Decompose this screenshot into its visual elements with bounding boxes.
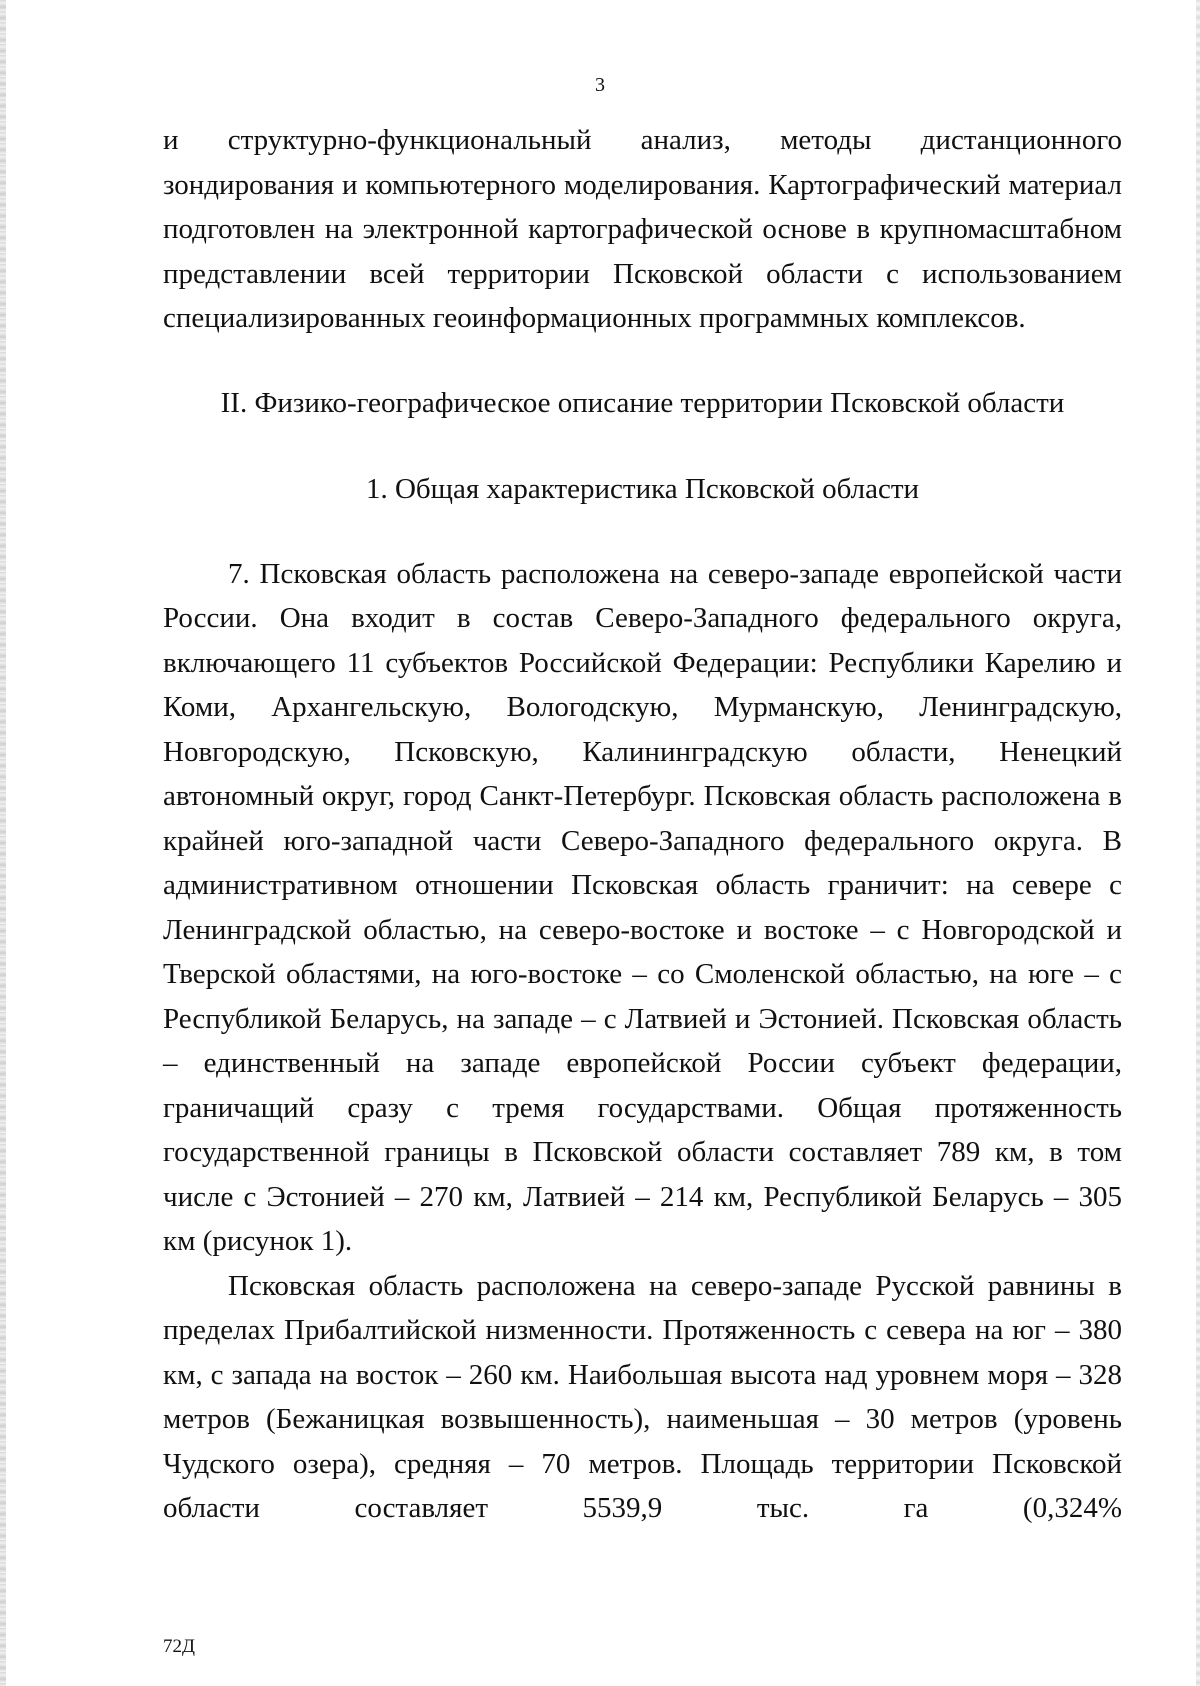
document-body [163, 118, 1122, 1531]
paragraph-7: 7. Псковская область расположена на северо-западе европейской части России. Она входит в состав Северо-Западного федерального округа, включающего 11 субъектов Российской Федерации: Республики Карелию и Коми, Архангельскую, Вологодскую, Мурманскую, Ленинградскую, Новгородскую, Псковскую, Калининградскую области, Ненецкий автономный округ, город Санкт-Петербург. Псковская область расположена в крайней юго-западной части Северо-Западного федерального округа. В административном отношении Псковская область граничит: на севере с Ленинградской областью, на северо-востоке и востоке – с Новгородской и Тверской областями, на юго-востоке – со Смоленской областью, на юге – с Республикой Беларусь, на западе – с Латвией и Эстонией. Псковская область – единственный на западе европейской России субъект федерации, граничащий сразу с тремя государствами. Общая протяженность государственной границы в Псковской области составляет 789 км, в том числе с Эстонией – 270 км, Латвией – 214 км, Республикой Беларусь – 305 км (рисунок 1). [163, 557, 1122, 1257]
paragraph-intro: и структурно-функциональный анализ, методы дистанционного зондирования и компьютерного моделирования. Картографический материал подготовлен на электронной картографической основе в крупномасштабном представлении всей территории Псковской области с использованием специализированных геоинформационных программных комплексов. [163, 124, 1122, 334]
footer-code: 72Д [163, 1636, 195, 1657]
section-heading: II. Физико-географическое описание территории Псковской области [220, 386, 1065, 419]
scan-edge-right [1196, 0, 1200, 1686]
scan-edge-left [0, 0, 6, 1686]
subsection-heading: 1. Общая характеристика Псковской области [365, 473, 920, 505]
page-number: 3 [595, 74, 605, 96]
paragraph-relief: Псковская область расположена на северо-западе Русской равнины в пределах Прибалтийской низменности. Протяженность с севера на юг – 380 км, с запада на восток – 260 км. Наибольшая высота над уровнем моря – 328 метров (Бежаницкая возвышенность), наименьшая – 30 метров (уровень Чудского озера), средняя – 70 метров. Площадь территории Псковской области составляет 5539,9 тыс. га (0,324% [163, 1269, 1122, 1524]
